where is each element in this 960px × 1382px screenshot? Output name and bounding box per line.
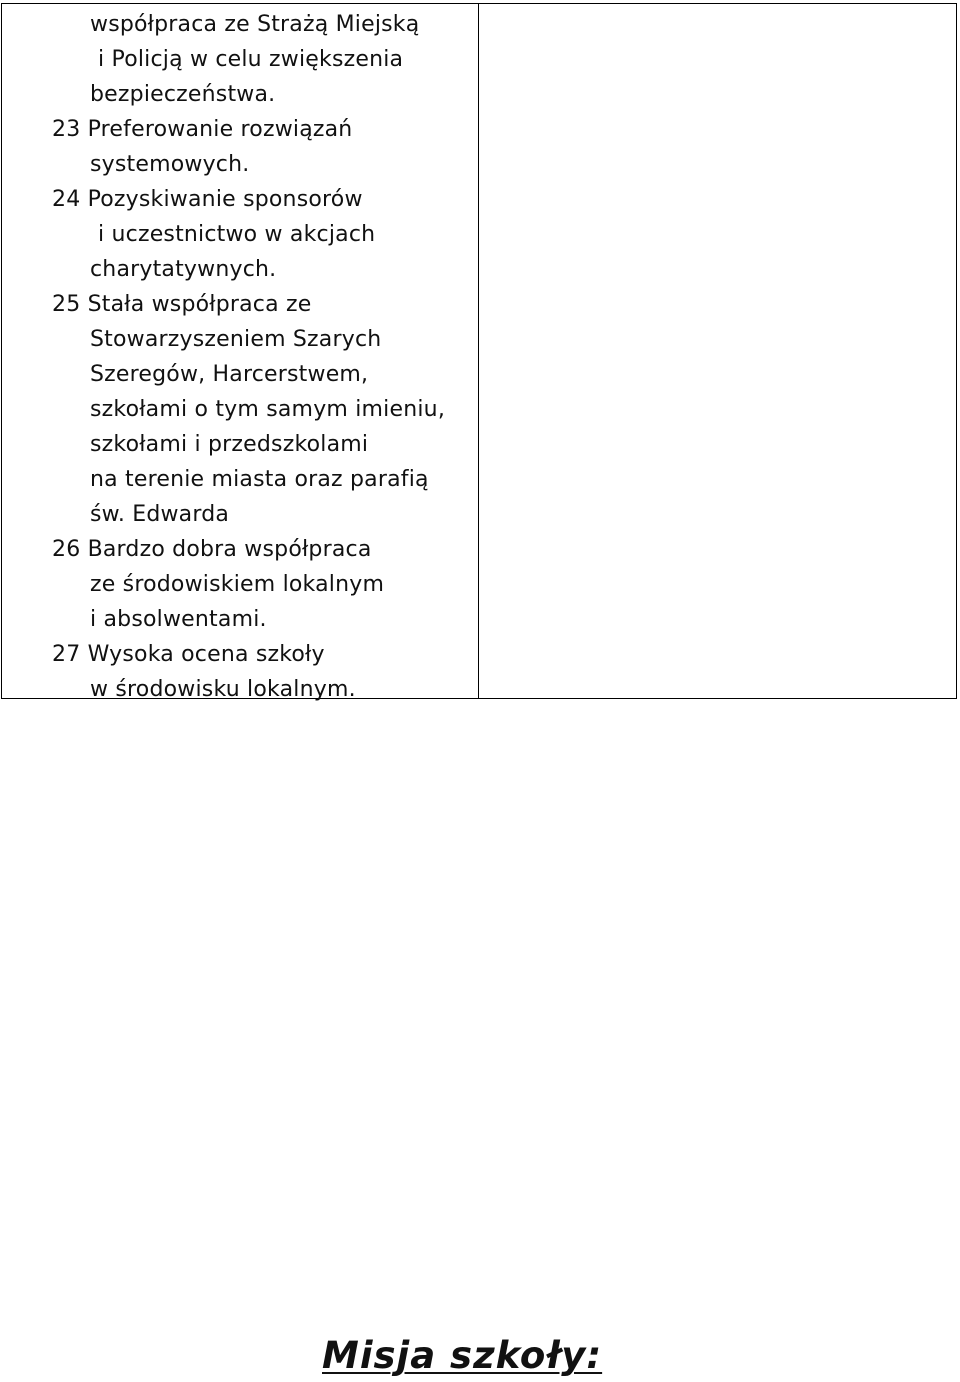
table-line: szkołami i przedszkolami	[90, 432, 369, 457]
section-title: Misja szkoły:	[322, 1334, 603, 1377]
table-line: bezpieczeństwa.	[90, 82, 276, 107]
table-line: Szeregów, Harcerstwem,	[90, 362, 369, 387]
document-table	[1, 3, 957, 702]
table-line: na terenie miasta oraz parafią	[90, 467, 429, 492]
table-line: współpraca ze Strażą Miejską	[90, 12, 420, 37]
table-line: i absolwentami.	[90, 607, 267, 632]
table-right-cell	[479, 4, 956, 698]
table-line: 26 Bardzo dobra współpraca	[52, 537, 372, 562]
table-line: szkołami o tym samym imieniu,	[90, 397, 446, 422]
table-line: systemowych.	[90, 152, 250, 177]
table-line: ze środowiskiem lokalnym	[90, 572, 385, 597]
table-line: i uczestnictwo w akcjach	[98, 222, 376, 247]
table-line: w środowisku lokalnym.	[90, 677, 356, 702]
table-line: 24 Pozyskiwanie sponsorów	[52, 187, 363, 212]
table-line: św. Edwarda	[90, 502, 230, 527]
table-line: Stowarzyszeniem Szarych	[90, 327, 382, 352]
table-line: 23 Preferowanie rozwiązań	[52, 117, 353, 142]
table-line: i Policją w celu zwiększenia	[98, 47, 404, 72]
table-line: 25 Stała współpraca ze	[52, 292, 312, 317]
table-left-cell	[2, 4, 479, 702]
table-line: 27 Wysoka ocena szkoły	[52, 642, 325, 667]
table-line: charytatywnych.	[90, 257, 277, 282]
